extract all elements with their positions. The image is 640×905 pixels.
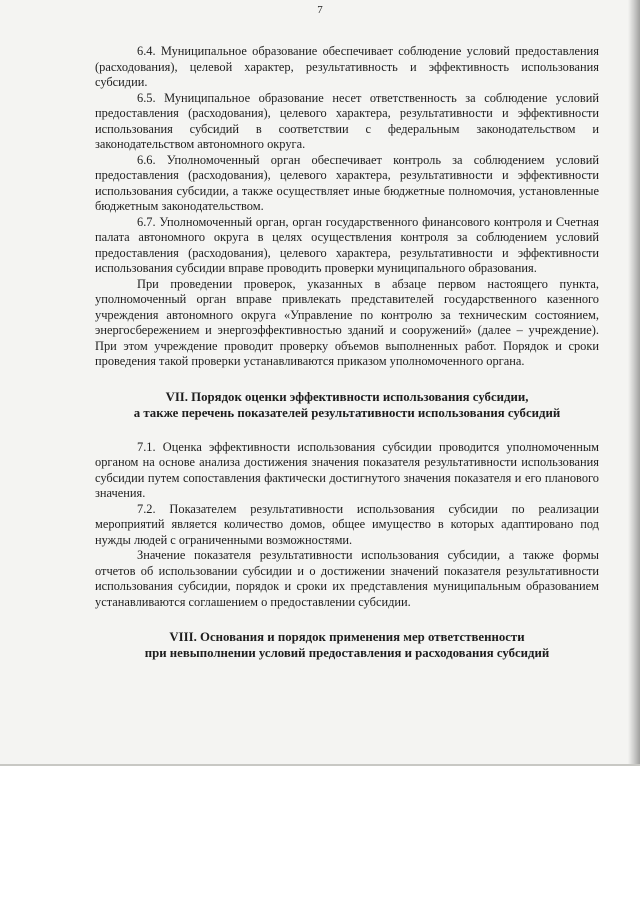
paragraph-6-4: 6.4. Муниципальное образование обеспечивает соблюдение условий предоставления (расходования), целевой характер, результативность и эффективность использования субсидии.: [95, 44, 599, 89]
paragraph-6-6: 6.6. Уполномоченный орган обеспечивает контроль за соблюдением условий предоставления (расходования), целевого характера, результативности и эффективности использования субсидии, а также осуществляет иные бюджетные полномочия, установленные бюджетным законодательством.: [95, 152, 599, 213]
paragraph-7-1: 7.1. Оценка эффективности использования субсидии проводится уполномоченным органом на основе анализа достижения значения показателя результативности использования субсидии путем сопоставления фактически достигнутого значения показателя и его планового значения.: [95, 439, 599, 500]
page-number: 7: [317, 4, 323, 16]
scan-edge-shadow: [628, 0, 640, 766]
document-body: [95, 44, 599, 661]
section-heading-viii-line-2: при невыполнении условий предоставления и расходования субсидий: [144, 646, 550, 660]
spacer: [95, 610, 599, 629]
paragraph-7-2: 7.2. Показателем результативности использования субсидии по реализации мероприятий является количество домов, общее имущество в которых адаптировано под нужды людей с ограниченными возможностями.: [95, 501, 599, 547]
spacer: [95, 421, 599, 440]
section-heading-viii: [95, 629, 599, 661]
section-heading-vii: [95, 389, 599, 421]
section-heading-vii-line-2: а также перечень показателей результативности использования субсидий: [133, 405, 561, 420]
paragraph-6-5: 6.5. Муниципальное образование несет ответственность за соблюдение условий предоставления (расходования), целевого характера, результативности и эффективности использования субсидий в соответствии с федеральным законодательством и законодательством автономного округа.: [95, 90, 599, 151]
spacer: [95, 370, 599, 389]
section-heading-vii-line-1: VII. Порядок оценки эффективности использования субсидии,: [165, 389, 529, 404]
scan-bottom-edge: [0, 764, 640, 766]
paragraph-6-7: 6.7. Уполномоченный орган, орган государственного финансового контроля и Счетная палата автономного округа в целях осуществления контроля за соблюдением условий предоставления (расходования), целевого характера, результативности и эффективности использования субсидии вправе проводить проверки муниципального образования.: [95, 214, 599, 275]
section-heading-viii-line-1: VIII. Основания и порядок применения мер ответственности: [169, 630, 525, 644]
paragraph-6-7-inspections: При проведении проверок, указанных в абзаце первом настоящего пункта, уполномоченный орган вправе привлекать представителей государственного казенного учреждения автономного округа «Управление по контролю за техническим состоянием, энергосбережением и энергоэффективностью зданий и сооружений» (далее – учреждение). При этом учреждение проводит проверку объемов выполненных работ. Порядок и сроки проведения такой проверки устанавливаются приказом уполномоченного органа.: [95, 276, 599, 368]
paragraph-7-2-reporting: Значение показателя результативности использования субсидии, а также формы отчетов об использовании субсидии и о достижении значений показателя результативности использования субсидии, порядок и сроки их представления муниципальным образованием устанавливаются соглашением о предоставлении субсидии.: [95, 548, 599, 609]
